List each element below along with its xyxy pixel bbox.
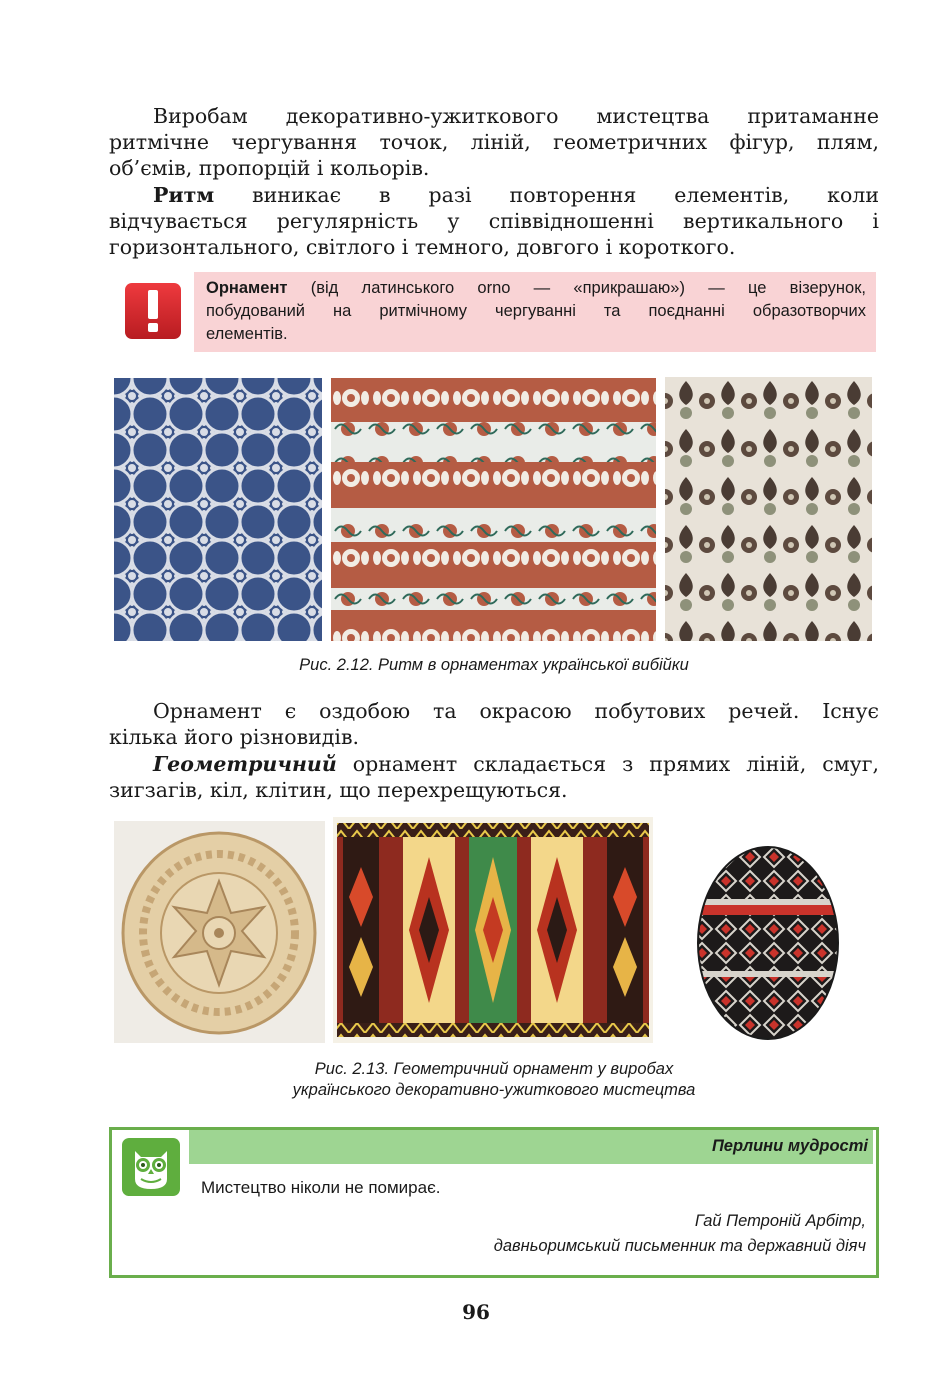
geometric-line-1: орнамент складається з прямих ліній, смуг, [336, 752, 879, 776]
wisdom-author-name: Гай Петроній Арбітр, [694, 1212, 866, 1230]
owl-icon [121, 1137, 181, 1197]
wisdom-quote: Мистецтво ніколи не помирає. [201, 1178, 441, 1197]
geometric-paragraph [109, 751, 879, 803]
ornament-line-1: Орнамент є оздобою та окрасою побутових речей. Існує [153, 699, 879, 723]
definition-term: Орнамент [206, 279, 288, 297]
wisdom-title: Перлини мудрості [711, 1137, 868, 1155]
pysanka-egg-photo [690, 821, 846, 1043]
definition-line-2: побудований на ритмічному чергуванні та поєднанні образотворчих [206, 302, 866, 320]
rhythm-line-3: горизонтального, світлого і темного, довгого і короткого. [109, 235, 736, 259]
rhythm-line-1: виникає в разі повторення елементів, коли [214, 183, 879, 207]
rhythm-term: Ритм [153, 183, 215, 207]
woven-carpet-photo [333, 817, 653, 1043]
intro-line-1: Виробам декоративно-ужиткового мистецтва притаманне [153, 104, 879, 128]
carved-plate-photo [114, 821, 325, 1043]
intro-line-3: об’ємів, пропорцій і кольорів. [109, 156, 430, 180]
figure-212-caption: Рис. 2.12. Ритм в орнаментах української вибійки [299, 656, 689, 674]
figure-213-caption-line-1: Рис. 2.13. Геометричний орнамент у виробах [314, 1060, 674, 1078]
figure-213-caption-line-2: українського декоративно-ужиткового мистецтва [292, 1081, 696, 1099]
exclamation-icon [124, 282, 182, 340]
red-stripes-vybiyka-photo [331, 378, 656, 641]
wisdom-author-desc: давньоримський письменник та державний діяч [493, 1237, 866, 1255]
rhythm-line-2: відчувається регулярність у співвідношенні вертикального і [109, 209, 879, 233]
definition-text [206, 277, 866, 346]
intro-paragraph [109, 103, 879, 181]
page-number: 96 [462, 1300, 490, 1324]
definition-line-1: (від латинського orno — «прикрашаю») — це візерунок, [287, 279, 866, 297]
blue-vybiyka-photo [114, 378, 322, 641]
geometric-term: Геометричний [153, 752, 337, 776]
geometric-line-2: зигзагів, кіл, клітин, що перехрещуються. [109, 778, 568, 802]
definition-line-3: елементів. [206, 325, 288, 343]
intro-line-2: ритмічне чергування точок, ліній, геометричних фігур, плям, [109, 130, 879, 154]
brown-vybiyka-photo [665, 377, 872, 641]
ornament-paragraph [109, 698, 879, 750]
figure-213-caption [109, 1059, 879, 1101]
ornament-line-2: кілька його різновидів. [109, 725, 360, 749]
rhythm-paragraph [109, 182, 879, 260]
